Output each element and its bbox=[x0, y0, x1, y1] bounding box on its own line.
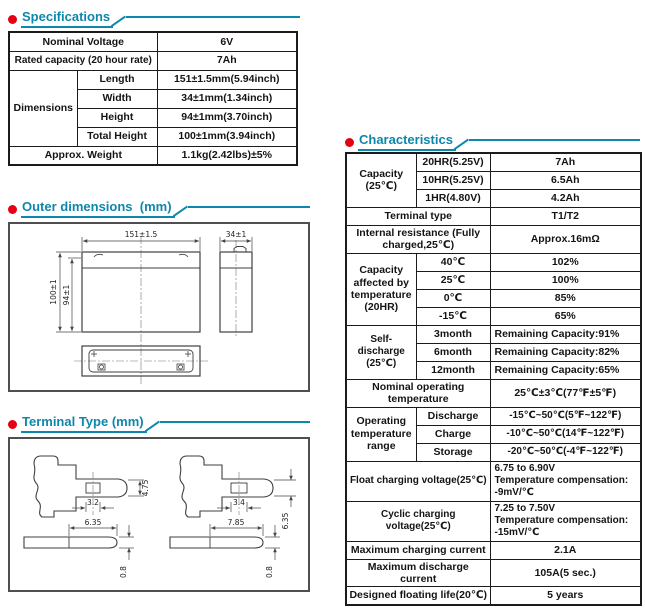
char-value: 7Ah bbox=[490, 153, 641, 171]
char-cond: 6month bbox=[416, 343, 490, 361]
char-label-capacity: Capacity (25℃) bbox=[346, 153, 416, 207]
dim-length: 151±1.5 bbox=[124, 230, 158, 239]
char-label-self-discharge: Self-discharge (25℃) bbox=[346, 325, 416, 379]
spec-sublabel: Height bbox=[77, 108, 157, 127]
char-cond: 25℃ bbox=[416, 271, 490, 289]
char-value: T1/T2 bbox=[490, 207, 641, 225]
char-cond: 3month bbox=[416, 325, 490, 343]
spec-label: Nominal Voltage bbox=[9, 32, 157, 51]
table-row bbox=[346, 587, 641, 605]
tab-top-view bbox=[170, 537, 263, 548]
terminal-mark-right bbox=[179, 254, 188, 257]
table-row bbox=[346, 379, 641, 407]
spec-label: Rated capacity (20 hour rate) bbox=[9, 51, 157, 70]
table-row bbox=[346, 461, 641, 501]
table-row bbox=[346, 153, 641, 171]
header-swoosh-line bbox=[113, 7, 300, 28]
char-value: -15℃~50℃(5℉~122℉) bbox=[490, 407, 641, 425]
table-row bbox=[346, 559, 641, 587]
table-row bbox=[346, 225, 641, 253]
spec-value: 1.1kg(2.42lbs)±5% bbox=[157, 146, 297, 165]
section-title-terminal-type: Terminal Type (mm) bbox=[21, 415, 147, 433]
specifications-table bbox=[8, 31, 298, 166]
dim-t2-thickness: 0.8 bbox=[265, 566, 274, 578]
bullet-icon bbox=[8, 15, 17, 24]
char-value: 4.2Ah bbox=[490, 189, 641, 207]
spec-value: 7Ah bbox=[157, 51, 297, 70]
char-value: 65% bbox=[490, 307, 641, 325]
char-cond: 10HR(5.25V) bbox=[416, 171, 490, 189]
table-row bbox=[346, 407, 641, 425]
value-line: -9mV/℃ bbox=[494, 486, 534, 498]
section-title-specifications: Specifications bbox=[21, 10, 113, 28]
screw-mark-left bbox=[91, 351, 97, 357]
char-value: Remaining Capacity:65% bbox=[490, 361, 641, 379]
char-cond: Charge bbox=[416, 425, 490, 443]
spec-sublabel: Length bbox=[77, 70, 157, 89]
outer-dimensions-drawing bbox=[10, 224, 308, 390]
char-label-max-charging-current: Maximum charging current bbox=[346, 541, 490, 559]
table-row bbox=[9, 70, 297, 89]
char-value: 5 years bbox=[490, 587, 641, 605]
dim-t2-tab-length: 7.85 bbox=[227, 518, 245, 527]
spec-dimensions-label: Dimensions bbox=[9, 70, 77, 146]
terminal-mark-left bbox=[94, 254, 103, 257]
table-row bbox=[9, 32, 297, 51]
spec-sublabel: Width bbox=[77, 89, 157, 108]
char-label-internal-resistance: Internal resistance (Fully charged,25℃) bbox=[346, 225, 490, 253]
dim-t1-tab-height: 4.75 bbox=[141, 479, 150, 497]
char-value: -10℃~50℃(14℉~122℉) bbox=[490, 425, 641, 443]
spec-sublabel: Total Height bbox=[77, 127, 157, 146]
bullet-icon bbox=[8, 420, 17, 429]
section-title-characteristics: Characteristics bbox=[358, 133, 456, 151]
char-value: 6.5Ah bbox=[490, 171, 641, 189]
tab-top-view bbox=[24, 537, 117, 548]
dim-total-height: 100±1 bbox=[49, 279, 58, 305]
table-row bbox=[346, 325, 641, 343]
char-value bbox=[490, 461, 641, 501]
dim-width: 34±1 bbox=[225, 230, 247, 239]
char-label-capacity-temp: Capacity affected by temperature (20HR) bbox=[346, 253, 416, 325]
outer-dimensions-diagram bbox=[8, 222, 310, 392]
char-label-designed-floating-life: Designed floating life(20℃) bbox=[346, 587, 490, 605]
spec-value: 100±1mm(3.94inch) bbox=[157, 127, 297, 146]
table-row bbox=[346, 253, 641, 271]
table-row bbox=[9, 51, 297, 70]
characteristics-table bbox=[345, 152, 642, 606]
char-value: Remaining Capacity:82% bbox=[490, 343, 641, 361]
char-value: 85% bbox=[490, 289, 641, 307]
char-cond: 0℃ bbox=[416, 289, 490, 307]
dim-body-height: 94±1 bbox=[62, 284, 71, 306]
spec-value: 34±1mm(1.34inch) bbox=[157, 89, 297, 108]
dim-t1-tab-length: 6.35 bbox=[84, 518, 102, 527]
char-cond: 20HR(5.25V) bbox=[416, 153, 490, 171]
char-cond: -15℃ bbox=[416, 307, 490, 325]
char-value: 102% bbox=[490, 253, 641, 271]
char-value: Remaining Capacity:91% bbox=[490, 325, 641, 343]
char-value: 25℃±3℃(77℉±5℉) bbox=[490, 379, 641, 407]
value-line: 7.25 to 7.50V bbox=[494, 503, 556, 515]
terminal-type-header bbox=[8, 412, 310, 433]
terminal-drawings bbox=[10, 439, 308, 590]
header-swoosh-line bbox=[147, 412, 310, 433]
outer-dimensions-header bbox=[8, 197, 310, 218]
table-row bbox=[9, 146, 297, 165]
characteristics-header bbox=[345, 130, 640, 151]
char-label-terminal-type: Terminal type bbox=[346, 207, 490, 225]
char-label-cyclic-charging: Cyclic charging voltage(25℃) bbox=[346, 501, 490, 541]
char-value: 100% bbox=[490, 271, 641, 289]
spec-label: Approx. Weight bbox=[9, 146, 157, 165]
char-cond: Discharge bbox=[416, 407, 490, 425]
bullet-icon bbox=[8, 205, 17, 214]
dim-t2-slot-width: 3.4 bbox=[233, 498, 245, 507]
spec-value: 6V bbox=[157, 32, 297, 51]
screw-mark-right bbox=[185, 351, 191, 357]
value-line: 6.75 to 6.90V bbox=[494, 463, 556, 475]
char-label-max-discharge-current: Maximum discharge current bbox=[346, 559, 490, 587]
char-value: 105A(5 sec.) bbox=[490, 559, 641, 587]
dim-t1-slot-width: 3.2 bbox=[87, 498, 99, 507]
char-value: 2.1A bbox=[490, 541, 641, 559]
bullet-icon bbox=[345, 138, 354, 147]
char-cond: Storage bbox=[416, 443, 490, 461]
spec-value: 151±1.5mm(5.94inch) bbox=[157, 70, 297, 89]
char-value: Approx.16mΩ bbox=[490, 225, 641, 253]
terminal-top-right bbox=[177, 364, 184, 370]
value-line: Temperature compensation: bbox=[494, 515, 629, 527]
char-label-float-charging: Float charging voltage(25℃) bbox=[346, 461, 490, 501]
char-cond: 40℃ bbox=[416, 253, 490, 271]
section-title-outer-dimensions: Outer dimensions (mm) bbox=[21, 200, 175, 218]
table-row bbox=[346, 207, 641, 225]
char-value: -20℃~50℃(-4℉~122℉) bbox=[490, 443, 641, 461]
specifications-header bbox=[8, 7, 300, 28]
char-cond: 12month bbox=[416, 361, 490, 379]
dim-t2-tab-height: 6.35 bbox=[281, 512, 290, 530]
spec-value: 94±1mm(3.70inch) bbox=[157, 108, 297, 127]
table-row bbox=[346, 501, 641, 541]
char-value bbox=[490, 501, 641, 541]
terminal-type-diagram bbox=[8, 437, 310, 592]
char-label-op-temp-range: Operating temperature range bbox=[346, 407, 416, 461]
char-label-nominal-op-temp: Nominal operating temperature bbox=[346, 379, 490, 407]
terminal-t2-drawing bbox=[170, 456, 296, 578]
terminal-t1-drawing bbox=[24, 456, 150, 578]
terminal-top-left bbox=[98, 364, 105, 370]
value-line: Temperature compensation: bbox=[494, 475, 629, 487]
dim-t1-thickness: 0.8 bbox=[119, 566, 128, 578]
header-swoosh-line bbox=[175, 197, 310, 218]
header-swoosh-line bbox=[456, 130, 640, 151]
table-row bbox=[346, 541, 641, 559]
value-line: -15mV/℃ bbox=[494, 526, 540, 538]
char-cond: 1HR(4.80V) bbox=[416, 189, 490, 207]
